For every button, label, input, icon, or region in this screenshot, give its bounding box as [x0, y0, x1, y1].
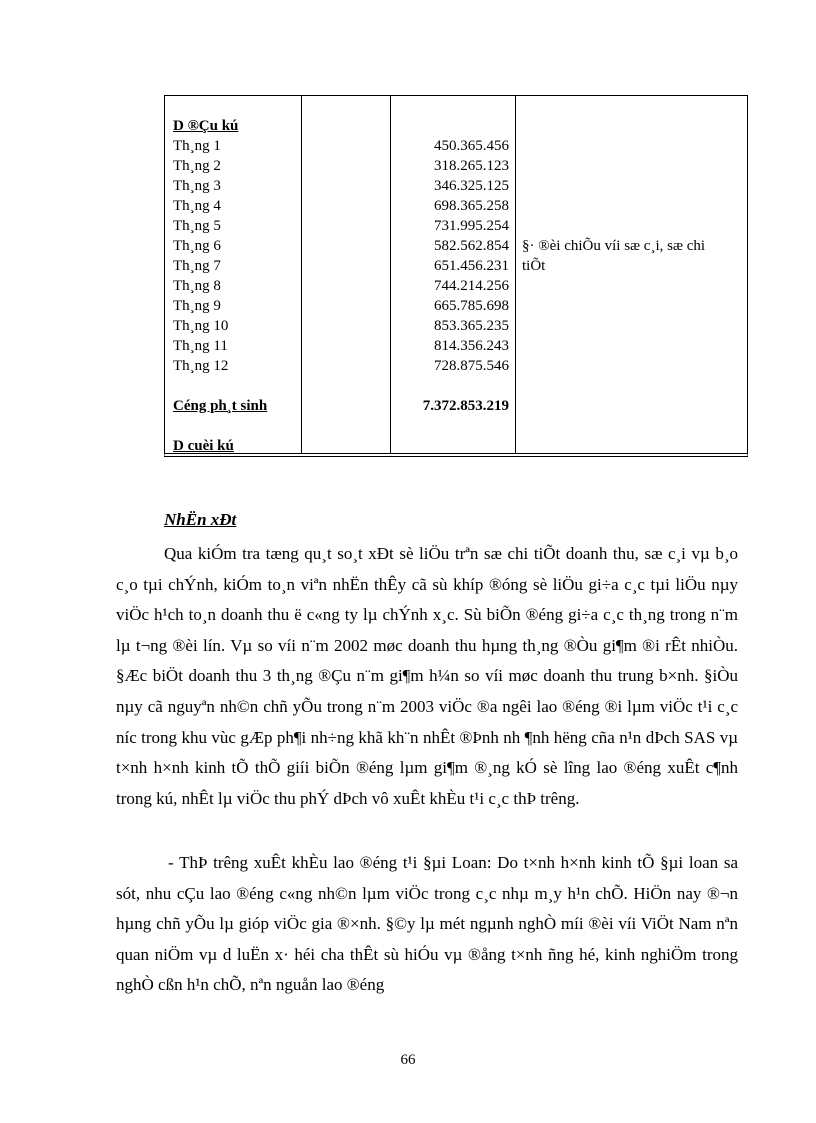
month-label: Th¸ng 9 — [173, 298, 221, 314]
total-value: 7.372.853.219 — [422, 398, 509, 414]
column-divider — [515, 96, 516, 453]
month-value: 731.995.254 — [434, 218, 509, 234]
section-heading: NhËn xÐt — [164, 510, 237, 529]
month-label: Th¸ng 7 — [173, 258, 221, 274]
month-label: Th¸ng 3 — [173, 178, 221, 194]
month-label: Th¸ng 1 — [173, 138, 221, 154]
month-value: 582.562.854 — [434, 238, 509, 254]
column-divider — [301, 96, 302, 453]
month-value: 728.875.546 — [434, 358, 509, 374]
paragraph: - ThÞ trêng xuÊt khÈu lao ®éng t¹i §µi Loan: Do t×nh h×nh kinh tÕ §µi loan sa sót, nhu cÇu lao ®éng c«ng nh©n lµm viÖc trong c¸c nhµ m¸y h¹n chÕ. HiÖn nay ®¬n hµng chñ yÕu lµ gióp viÖc gia ®×nh. §©y lµ mét ngµnh nghÒ míi ®èi víi ViÖt Nam nªn quan niÖm vµ d luËn x· héi cha thÊt sù hiÓu vµ ®ång t×nh ñng hé, kinh nghiÖm trong nghÒ cßn h¹n chÕ, nªn nguån lao ®éng — [116, 853, 738, 995]
month-value: 318.265.123 — [434, 158, 509, 174]
month-label: Th¸ng 6 — [173, 238, 221, 254]
closing-balance-label: D cuèi kú — [173, 438, 234, 454]
month-value: 698.365.258 — [434, 198, 509, 214]
month-value: 665.785.698 — [434, 298, 509, 314]
paragraph: Qua kiÓm tra tæng qu¸t so¸t xÐt sè liÖu trªn sæ chi tiÕt doanh thu, sæ c¸i vµ b¸o c¸o tµi chÝnh, kiÓm to¸n viªn nhËn thÊy cã sù khíp ®óng sè liÖu gi÷a c¸c tµi liÖu nµy viÖc h¹ch to¸n doanh thu ë c«ng ty lµ chÝnh x¸c. Sù biÕn ®éng gi÷a c¸c th¸ng trong n¨m lµ t¬ng ®èi lín. Vµ so víi n¨m 2002 møc doanh thu hµng th¸ng ®Òu gi¶m ®i rÊt nhiÒu. §Æc biÖt doanh thu 3 th¸ng ®Çu n¨m gi¶m h¼n so víi møc doanh thu trung b×nh. §iÒu nµy cã nguyªn nh©n chñ yÕu trong n¨m 2003 viÖc ®a ngêi lao ®éng ®i lµm viÖc t¹i c¸c níc trong khu vùc gÆp ph¶i nh÷ng khã kh¨n nhÊt ®Þnh nh ¶nh hëng cña n¹n dÞch SAS vµ t×nh h×nh kinh tÕ thÕ giíi biÕn ®éng lµm gi¶m ®¸ng kÓ sè lîng lao ®éng xuÊt c¶nh trong kú, nhÊt lµ viÖc thu phÝ dÞch vô xuÊt khÈu t¹i c¸c thÞ trêng. — [116, 544, 738, 808]
reconciliation-note: §· ®èi chiÕu víi sæ c¸i, sæ chi tiÕt — [522, 238, 706, 274]
month-label: Th¸ng 10 — [173, 318, 229, 334]
month-label: Th¸ng 11 — [173, 338, 228, 354]
month-value: 814.356.243 — [434, 338, 509, 354]
opening-balance-label: D ®Çu kú — [173, 118, 239, 134]
month-value: 744.214.256 — [434, 278, 509, 294]
page-number: 66 — [400, 1052, 416, 1068]
month-value: 853.365.235 — [434, 318, 509, 334]
month-value: 450.365.456 — [434, 138, 509, 154]
month-label: Th¸ng 5 — [173, 218, 221, 234]
month-label: Th¸ng 8 — [173, 278, 221, 294]
month-value: 346.325.125 — [434, 178, 509, 194]
month-label: Th¸ng 4 — [173, 198, 221, 214]
month-value: 651.456.231 — [434, 258, 509, 274]
ledger-table — [164, 95, 748, 457]
month-label: Th¸ng 12 — [173, 358, 229, 374]
month-label: Th¸ng 2 — [173, 158, 221, 174]
total-label: Céng ph¸t sinh — [173, 398, 268, 414]
